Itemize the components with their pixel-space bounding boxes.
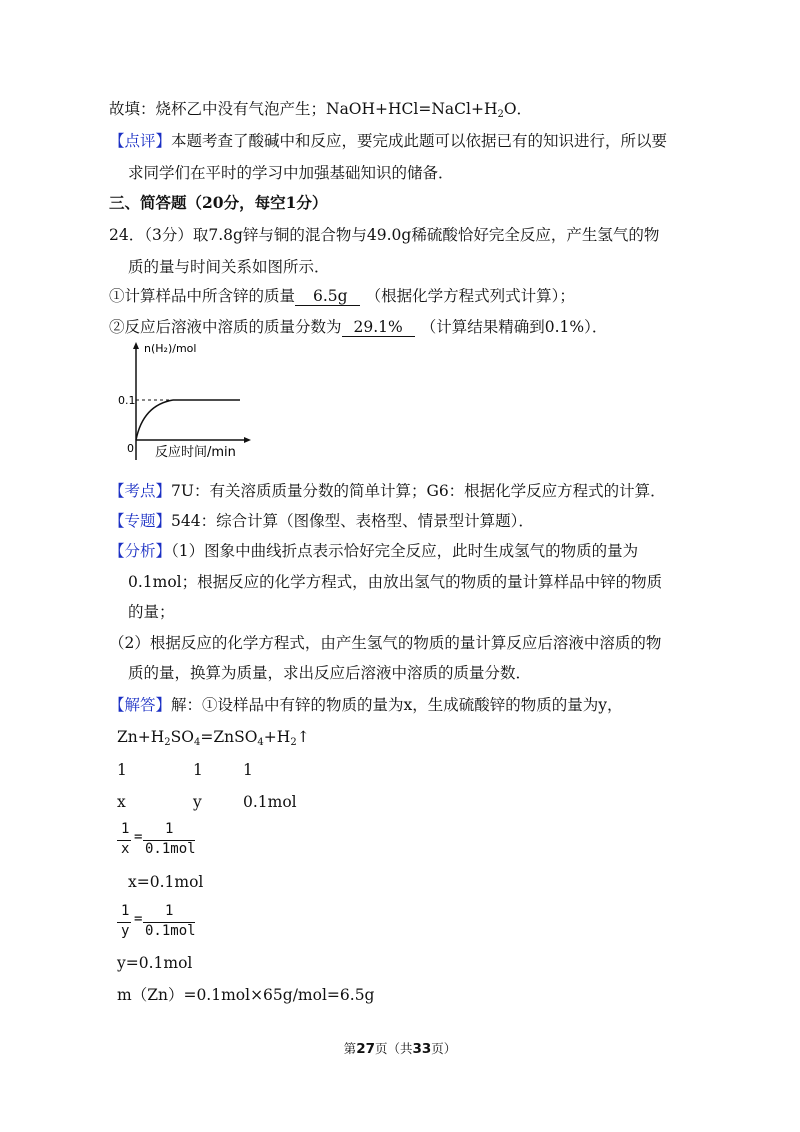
zhuanti-tag: 【专题】 xyxy=(109,512,172,530)
chemical-equation: $Zn+H_2SO_4=ZnSO_4+H_2↑$ xyxy=(117,728,310,748)
fenxi-line-5: 质的量，换算为质量，求出反应后溶液中溶质的质量分数． xyxy=(128,664,532,682)
coefficient-h2: 1 xyxy=(243,761,253,779)
variable-y: y xyxy=(193,793,202,811)
section-title: 三、简答题（20分，每空1分） xyxy=(109,193,328,212)
comment-line-1: 【点评】本题考查了酸碱中和反应，要完成此题可以依据已有的知识进行，所以要 xyxy=(109,132,668,150)
page-footer: 第27页（共33页） xyxy=(343,1041,457,1057)
answer-blank-2: 29.1% xyxy=(342,318,415,337)
kaodian-line: 【考点】7U：有关溶质质量分数的简单计算；G6：根据化学反应方程式的计算． xyxy=(109,482,666,500)
question-line-1: 24．（3分）取7.8g锌与铜的混合物与49.0g稀硫酸恰好完全反应，产生氢气的物 xyxy=(109,226,660,244)
kaodian-tag: 【考点】 xyxy=(109,482,172,500)
answer-line: 故填：烧杯乙中没有气泡产生；$NaOH+HCl=NaCl+H_2O$． xyxy=(109,100,533,120)
coefficient-znso4: 1 xyxy=(193,761,203,779)
fenxi-line-1: 【分析】（1）图象中曲线折点表示恰好完全反应，此时生成氢气的物质的量为 xyxy=(109,542,639,560)
variable-h2: 0.1mol xyxy=(243,793,297,811)
fenxi-tag: 【分析】 xyxy=(109,542,172,560)
mass-result: m（Zn）=0.1mol×65g/mol=6.5g xyxy=(117,986,375,1004)
variable-x: x xyxy=(117,793,126,811)
question-part-1: ①计算样品中所含锌的质量 6.5g （根据化学方程式列式计算）； xyxy=(109,287,575,305)
origin-label: 0 xyxy=(127,442,134,455)
question-part-2: ②反应后溶液中溶质的质量分数为 29.1% （计算结果精确到0.1%）． xyxy=(109,318,608,336)
y-tick-label: 0.1 xyxy=(118,394,136,407)
comment-line-2: 求同学们在平时的学习中加强基础知识的储备． xyxy=(128,164,454,182)
y-result: y=0.1mol xyxy=(117,954,193,972)
y-axis-arrow xyxy=(133,342,139,349)
x-axis-label: 反应时间/min xyxy=(155,445,236,460)
series-curve xyxy=(136,400,173,440)
x-axis-arrow xyxy=(244,437,251,443)
question-line-2: 质的量与时间关系如图所示． xyxy=(128,258,330,276)
answer-blank-1: 6.5g xyxy=(295,287,360,306)
jieda-line: 【解答】解：①设样品中有锌的物质的量为x，生成硫酸锌的物质的量为y， xyxy=(109,696,623,714)
zhuanti-line: 【专题】544：综合计算（图像型、表格型、情景型计算题）． xyxy=(109,512,534,530)
comment-tag: 【点评】 xyxy=(109,132,172,150)
fenxi-line-3: 的量； xyxy=(128,603,175,621)
fenxi-line-2: 0.1mol；根据反应的化学方程式，由放出氢气的物质的量计算样品中锌的物质 xyxy=(128,573,663,591)
y-axis-label: n(H₂)/mol xyxy=(144,342,197,355)
hydrogen-time-graph xyxy=(118,338,258,466)
coefficient-zn: 1 xyxy=(117,761,127,779)
page-number: 27 xyxy=(356,1041,375,1057)
x-result: x=0.1mol xyxy=(128,873,204,891)
jieda-tag: 【解答】 xyxy=(109,696,172,714)
fenxi-line-4: （2）根据反应的化学方程式，由产生氢气的物质的量计算反应后溶液中溶质的物 xyxy=(109,634,662,652)
proportion-x: 1 = 1 x 0.1mol xyxy=(117,821,207,861)
page-total: 33 xyxy=(412,1041,432,1057)
proportion-y: 1 = 1 y 0.1mol xyxy=(117,903,207,943)
